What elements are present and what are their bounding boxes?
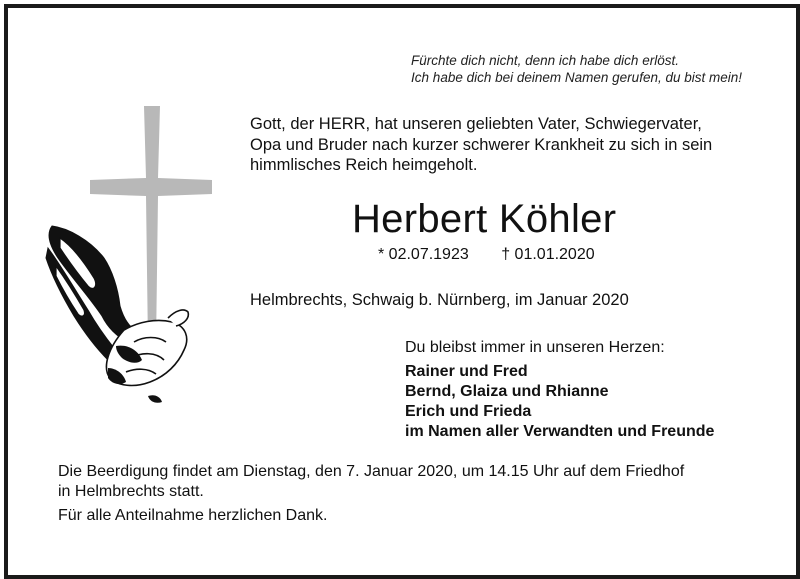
funeral-line: Die Beerdigung findet am Dienstag, den 7. Januar 2020, um 14.15 Uhr auf dem Friedhof xyxy=(58,463,685,480)
mourners-lead: Du bleibst immer in unseren Herzen: xyxy=(405,339,665,356)
deceased-name: Herbert Köhler xyxy=(352,197,617,241)
birth-date: * 02.07.1923 xyxy=(378,246,469,263)
mourner-name: Rainer und Fred xyxy=(405,363,528,380)
intro-text xyxy=(250,114,770,176)
mourner-name: Erich und Frieda xyxy=(405,403,532,420)
intro-line: Gott, der HERR, hat unseren geliebten Vater, Schwiegervater, xyxy=(250,115,702,133)
bible-verse xyxy=(411,52,742,86)
mourner-name: Bernd, Glaiza und Rhianne xyxy=(405,383,609,400)
funeral-line: in Helmbrechts statt. xyxy=(58,483,204,500)
intro-line: Opa und Bruder nach kurzer schwerer Krankheit zu sich in sein xyxy=(250,135,713,154)
mourners-block xyxy=(405,338,714,442)
place-and-date: Helmbrechts, Schwaig b. Nürnberg, im Januar 2020 xyxy=(250,291,629,309)
verse-line: Ich habe dich bei deinem Namen gerufen, du bist mein! xyxy=(411,70,742,85)
intro-line: himmlisches Reich heimgeholt. xyxy=(250,156,478,174)
verse-line: Fürchte dich nicht, denn ich habe dich erlöst. xyxy=(411,53,679,68)
funeral-notice xyxy=(58,462,684,502)
mourner-name: im Namen aller Verwandten und Freunde xyxy=(405,423,715,440)
death-date: † 01.01.2020 xyxy=(501,246,595,263)
thanks-note: Für alle Anteilnahme herzlichen Dank. xyxy=(58,507,328,524)
praying-hands-icon xyxy=(38,218,198,408)
life-dates xyxy=(378,246,595,264)
